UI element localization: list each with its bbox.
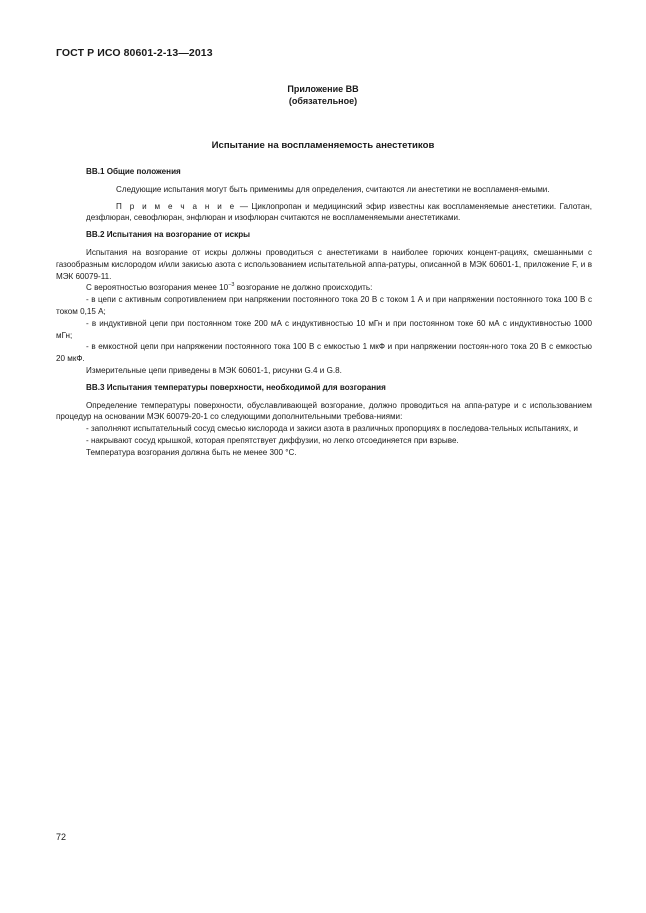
paragraph-bb3-1: Определение температуры поверхности, обуславливающей возгорание, должно проводиться на аппа-ратуре и с использованием процедур на основании МЭК 60079-20-1 со следующими дополнительными требова-ниями:: [56, 400, 592, 422]
paragraph-bb1-1: Следующие испытания могут быть применимы для определения, считаются ли анестетики не воспламеня-емыми.: [116, 184, 550, 194]
paragraph-bb3-2: Температура возгорания должна быть не менее 300 °С.: [86, 447, 297, 457]
section-body-bb2: [56, 247, 592, 377]
note-bb1: [86, 201, 592, 225]
paragraph-bb2-1: Испытания на возгорание от искры должны проводиться с анестетиками в наиболее горючих концент-рациях, смешанными с газообразным кислородом и/или закисью азота с использованием испытательной аппа-ратуры, описанной в МЭК 60601-1, приложение F, и в МЭК 60079-11.: [56, 247, 592, 281]
document-code-header: ГОСТ Р ИСО 80601-2-13—2013: [56, 47, 213, 59]
paragraph-bb2-3: Измерительные цепи приведены в МЭК 60601-1, рисунки G.4 и G.8.: [86, 365, 342, 375]
section-heading-bb3: ВВ.3 Испытания температуры поверхности, необходимой для возгорания: [86, 382, 386, 392]
note-text: — Циклопропан и медицинский эфир известны как воспламеняемые анестетики. Галотан, дезфлюран, севофлюран, энфлюран и изофлюран считаются не воспламеняемыми анестетиками.: [86, 201, 593, 223]
annex-title: Приложение ВВ: [287, 84, 359, 94]
paragraph-bb2-2-end: возгорание не должно происходить:: [234, 283, 373, 293]
section-heading-bb1: ВВ.1 Общие положения: [86, 167, 181, 176]
list-item-bb3-2: - накрывают сосуд крышкой, которая препятствует диффузии, но легко отсоединяется при взрыве.: [86, 435, 459, 445]
paragraph-bb2-2-start: С вероятностью возгорания менее 10: [86, 283, 229, 293]
list-item-bb2-3: - в емкостной цепи при напряжении постоянного тока 100 В с емкостью 1 мкФ и при напряжении постоян-ного тока 20 В с емкостью 20 мкФ.: [56, 342, 592, 364]
exponent: −3: [228, 282, 235, 289]
list-item-bb2-2: - в индуктивной цепи при постоянном токе 200 мА с индуктивностью 10 мГн и при постоянном токе 60 мА с индуктивностью 1000 мГн;: [56, 318, 592, 340]
note-label: П р и м е ч а н и е: [116, 201, 237, 211]
paragraph-bb2-2: [56, 282, 592, 294]
main-title: Испытание на воспламеняемость анестетиков: [211, 140, 435, 151]
section-body-bb3: [56, 400, 592, 459]
list-item-bb2-1: - в цепи с активным сопротивлением при напряжении постоянного тока 20 В с током 1 А и при напряжении постоянного тока 100 В с током 0,15 А;: [56, 295, 592, 316]
document-body: [56, 166, 593, 464]
annex-subtitle: (обязательное): [288, 96, 358, 106]
section-heading-bb2: ВВ.2 Испытания на возгорание от искры: [86, 230, 251, 240]
page-number: 72: [56, 832, 67, 842]
list-item-bb3-1: - заполняют испытательный сосуд смесью кислорода и закиси азота в различных пропорциях в последова-тельных испытаниях, и: [86, 424, 578, 434]
